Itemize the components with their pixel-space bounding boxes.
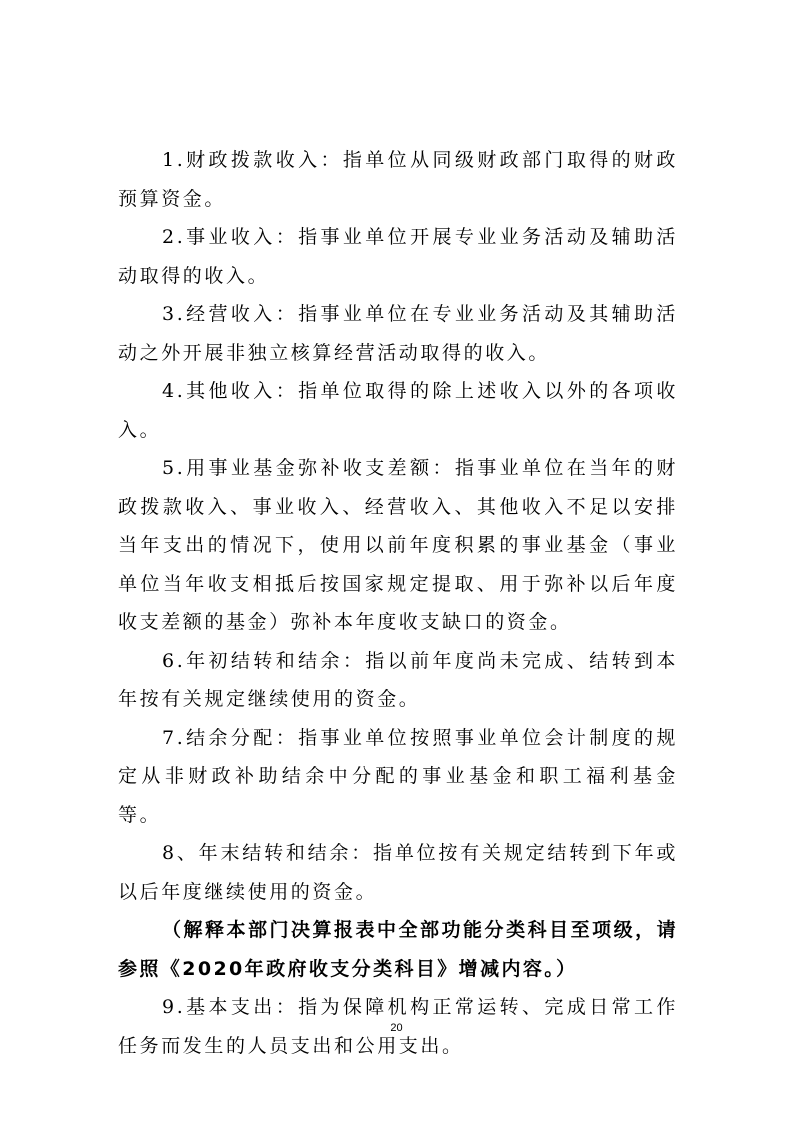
paragraph-business-fund-offset: 5.用事业基金弥补收支差额：指事业单位在当年的财政拨款收入、事业收入、经营收入、其他收入不足以安排当年支出的情况下，使用以前年度积累的事业基金（事业单位当年收支相抵后按国家规定提取、用于弥补以后年度收支差额的基金）弥补本年度收支缺口的资金。	[118, 457, 678, 633]
paragraph-basic-expenditure: 9.基本支出：指为保障机构正常运转、完成日常工作任务而发生的人员支出和公用支出。	[118, 996, 678, 1057]
paragraph-fiscal-appropriation-income: 1.财政拨款收入：指单位从同级财政部门取得的财政预算资金。	[118, 149, 678, 210]
paragraph-instruction-note: （解释本部门决算报表中全部功能分类科目至项级，请参照《2020年政府收支分类科目》增减内容。）	[118, 919, 678, 980]
paragraph-surplus-distribution: 7.结余分配：指事业单位按照事业单位会计制度的规定从非财政补助结余中分配的事业基金和职工福利基金等。	[118, 726, 678, 826]
page-number: 20	[390, 1022, 403, 1034]
paragraph-beginning-carryover: 6.年初结转和结余：指以前年度尚未完成、结转到本年按有关规定继续使用的资金。	[118, 649, 678, 710]
document-body	[118, 141, 678, 1065]
paragraph-operating-income: 3.经营收入：指事业单位在专业业务活动及其辅助活动之外开展非独立核算经营活动取得的收入。	[118, 303, 678, 364]
paragraph-other-income: 4.其他收入：指单位取得的除上述收入以外的各项收入。	[118, 380, 678, 441]
paragraph-business-income: 2.事业收入：指事业单位开展专业业务活动及辅助活动取得的收入。	[118, 226, 678, 287]
paragraph-year-end-carryover: 8、年末结转和结余：指单位按有关规定结转到下年或以后年度继续使用的资金。	[118, 842, 678, 903]
